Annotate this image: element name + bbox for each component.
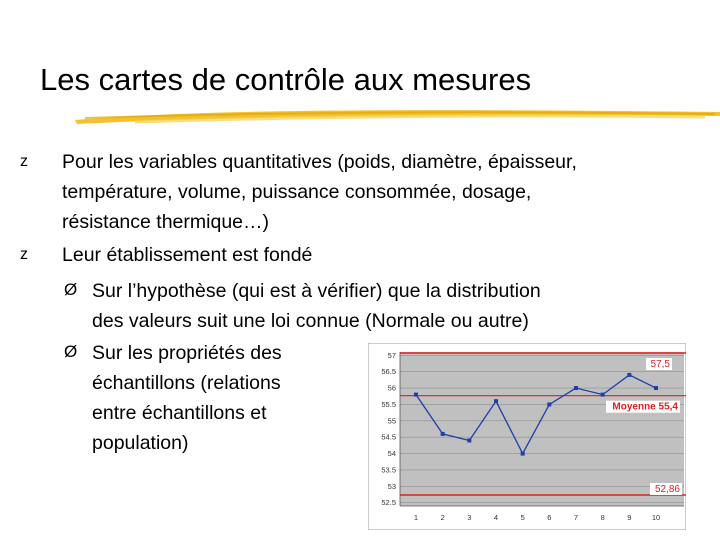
x-tick-label: 7 — [573, 513, 579, 522]
bullet-foundation — [62, 240, 702, 270]
y-tick-label: 56 — [387, 383, 396, 393]
plot-area — [400, 352, 684, 506]
data-point — [414, 393, 418, 397]
mean-label: Moyenne 55,4 — [612, 401, 678, 413]
ucl-label: 57,5 — [650, 359, 670, 370]
y-tick-label: 55.5 — [381, 399, 396, 409]
arrow-bullet-icon: Ø — [64, 342, 78, 361]
bullet-line: résistance thermique…) — [62, 211, 269, 233]
sub-bullet-line: échantillons (relations — [92, 372, 281, 394]
x-tick-label: 5 — [520, 513, 525, 522]
data-point — [467, 438, 471, 442]
data-point — [601, 393, 605, 397]
y-tick-label: 53.5 — [381, 465, 396, 475]
data-point — [627, 373, 631, 377]
slide-title: Les cartes de contrôle aux mesures — [40, 62, 532, 97]
x-tick-label: 6 — [547, 513, 552, 522]
sub-bullet-line: Sur l’hypothèse (qui est à vérifier) que la distribution — [92, 280, 541, 302]
arrow-bullet-icon: Ø — [64, 280, 78, 299]
y-tick-label: 54 — [387, 449, 396, 459]
y-tick-label: 53 — [387, 481, 396, 491]
bullet-line: Leur établissement est fondé — [62, 244, 313, 266]
y-tick-label: 55 — [387, 416, 396, 426]
x-tick-label: 4 — [493, 513, 499, 522]
x-tick-label: 8 — [600, 513, 605, 522]
bullet-line: température, volume, puissance consommée, dosage, — [62, 181, 532, 203]
y-tick-label: 54.5 — [381, 432, 396, 442]
x-tick-label: 9 — [627, 513, 632, 522]
bullet-variables — [62, 147, 702, 237]
data-point — [494, 399, 498, 403]
control-chart — [368, 343, 686, 530]
x-tick-label: 10 — [651, 513, 661, 522]
sub-bullet-properties — [92, 338, 362, 458]
y-tick-label: 56.5 — [381, 367, 396, 377]
data-point — [521, 452, 525, 456]
data-point — [441, 432, 445, 436]
x-tick-label: 3 — [467, 513, 472, 522]
lcl-label: 52,86 — [654, 484, 680, 495]
sub-bullet-hypothesis — [92, 276, 692, 336]
data-point — [654, 386, 658, 390]
title-underline — [75, 106, 720, 128]
y-tick-label: 52.5 — [381, 498, 396, 508]
bullet-line: Pour les variables quantitatives (poids, diamètre, épaisseur, — [62, 151, 577, 173]
sub-bullet-line: entre échantillons et — [92, 402, 267, 424]
bullet-marker: z — [20, 153, 28, 170]
sub-bullet-line: Sur les propriétés des — [92, 342, 282, 364]
x-tick-label: 2 — [440, 513, 445, 522]
data-point — [574, 386, 578, 390]
data-point — [547, 402, 551, 406]
sub-bullet-line: population) — [92, 432, 189, 454]
sub-bullet-line: des valeurs suit une loi connue (Normale ou autre) — [92, 310, 529, 332]
y-tick-label: 57 — [387, 350, 396, 360]
bullet-marker: z — [20, 246, 28, 263]
x-tick-label: 1 — [413, 513, 419, 522]
